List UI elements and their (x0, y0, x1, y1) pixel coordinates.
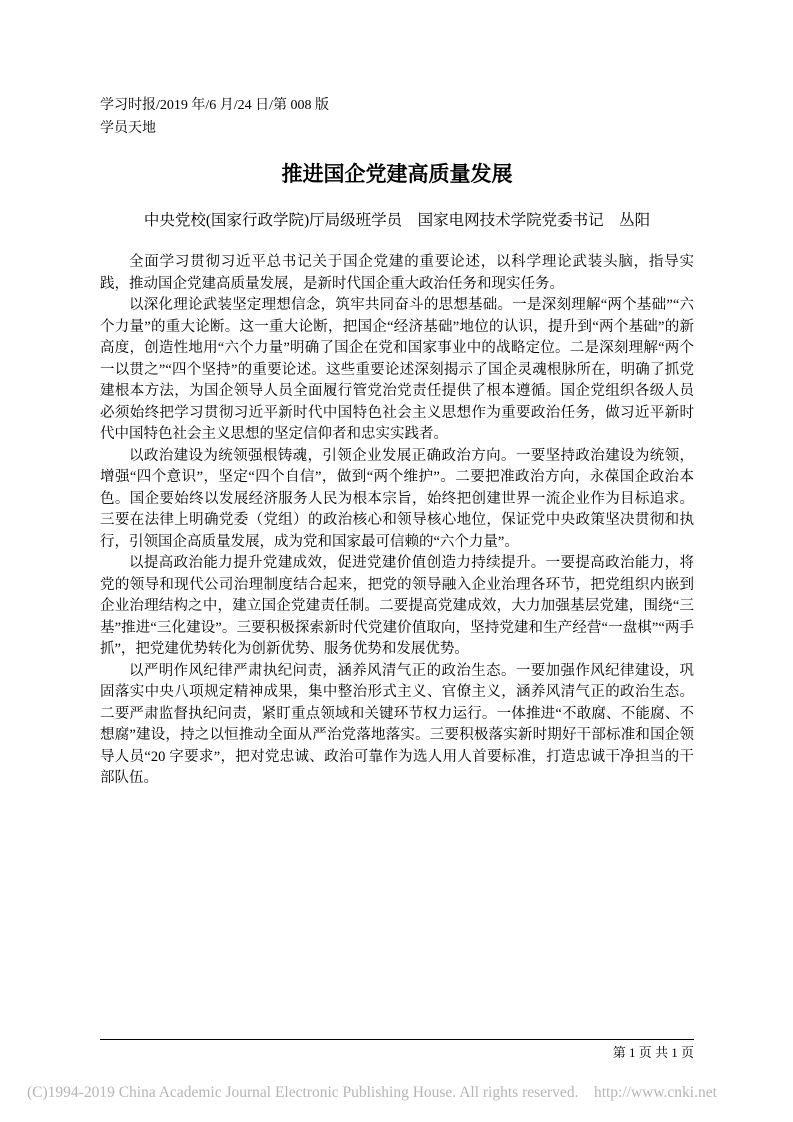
article-paragraph: 全面学习贯彻习近平总书记关于国企党建的重要论述，以科学理论武装头脑，指导实践，推动国企党建高质量发展，是新时代国企重大政治任务和现实任务。 (100, 254, 694, 292)
copyright-notice: (C)1994-2019 China Academic Journal Electronic Publishing House. All rights reserved. http://www.cnki.net (27, 1084, 717, 1101)
article-paragraph: 以严明作风纪律严肃执纪问责，涵养风清气正的政治生态。一要加强作风纪律建设，巩固落实中央八项规定精神成果，集中整治形式主义、官僚主义，涵养风清气正的政治生态。二要严肃监督执纪问责，紧盯重点领域和关键环节权力运行。一体推进“不敢腐、不能腐、不想腐”建设，持之以恒推动全面从严治党落地落实。三要积极落实新时期好干部标准和国企领导人员“20 字要求”，把对党忠诚、政治可靠作为选人用人首要标准，打造忠诚干净担当的干部队伍。 (100, 662, 694, 786)
article-paragraph: 以政治建设为统领强根铸魂，引领企业发展正确政治方向。一要坚持政治建设为统领，增强“四个意识”，坚定“四个自信”，做到“两个维护”。二要把准政治方向，永葆国企政治本色。国企要始终以发展经济服务人民为根本宗旨，始终把创建世界一流企业作为目标追求。三要在法律上明确党委（党组）的政治核心和领导核心地位，保证党中央政策坚决贯彻和执行，引领国企高质量发展，成为党和国家最可信赖的“六个力量”。 (100, 447, 694, 550)
article-paragraph: 以提高政治能力提升党建成效，促进党建价值创造力持续提升。一要提高政治能力，将党的领导和现代公司治理制度结合起来，把党的领导融入企业治理各环节，把党组织内嵌到企业治理结构之中，建立国企党建责任制。二要提高党建成效，大力加强基层党建，围绕“三基”推进“三化建设”。三要积极探索新时代党建价值取向，坚持党建和生产经营“一盘棋”“两手抓”，把党建优势转化为创新优势、服务优势和发展优势。 (100, 555, 694, 657)
article-body (100, 252, 694, 790)
article-paragraph: 以深化理论武装坚定理想信念，筑牢共同奋斗的思想基础。一是深刻理解“两个基础”“六个力量”的重大论断。这一重大论断，把国企“经济基础”地位的认识，提升到“两个基础”的新高度，创造性地用“六个力量”明确了国企在党和国家事业中的战略定位。二是深刻理解“两个一以贯之”“四个坚持”的重要论述。这些重要论述深刻揭示了国企灵魂根脉所在，明确了抓党建根本方法，为国企领导人员全面履行管党治党责任提供了根本遵循。国企党组织各级人员必须始终把学习贯彻习近平新时代中国特色社会主义思想作为重要政治任务，做习近平新时代中国特色社会主义思想的坚定信仰者和忠实实践者。 (100, 297, 694, 442)
footer-divider (100, 1039, 694, 1040)
source-info: 学习时报/2019 年/6 月/24 日/第 008 版 (100, 98, 330, 113)
article-title: 推进国企党建高质量发展 (281, 162, 513, 186)
article-byline: 中央党校(国家行政学院)厅局级班学员 国家电网技术学院党委书记 丛阳 (143, 212, 651, 229)
page-indicator: 第 1 页 共 1 页 (612, 1045, 694, 1060)
document-content (100, 94, 694, 790)
section-label: 学员天地 (100, 121, 156, 136)
